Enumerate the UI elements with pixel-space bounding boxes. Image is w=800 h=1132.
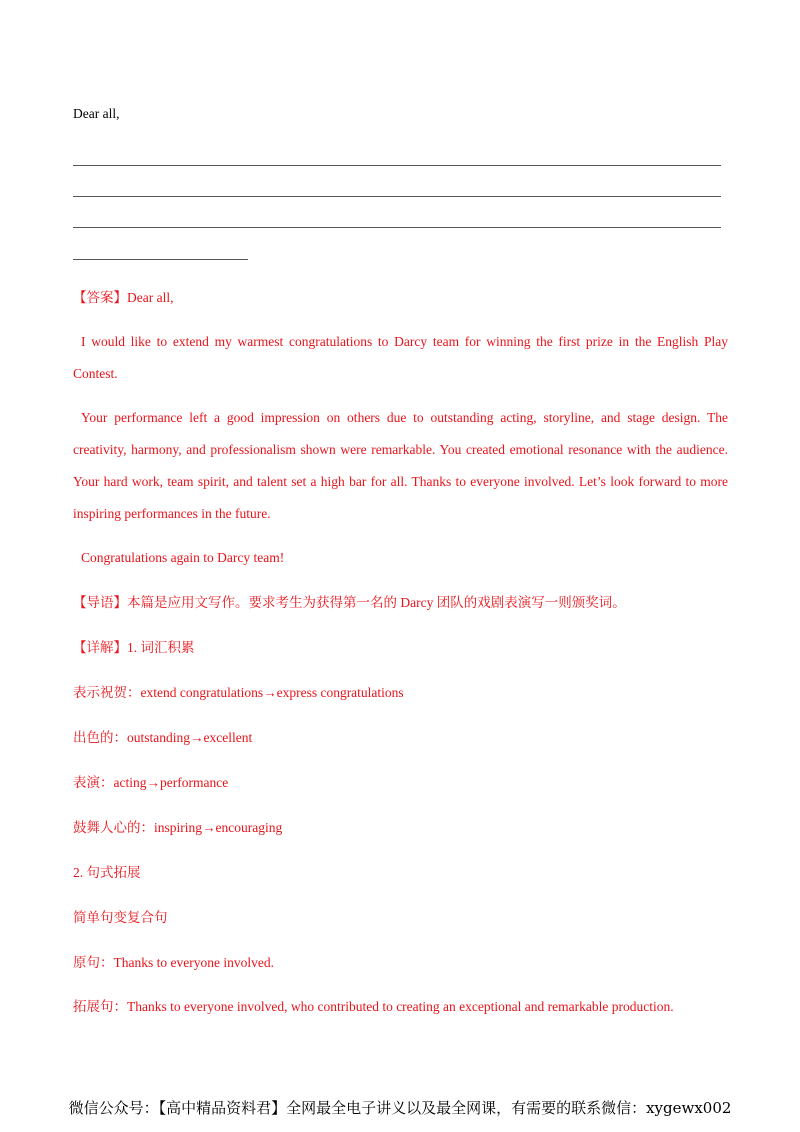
vocab-text: acting→performance bbox=[113, 775, 229, 790]
vocab-label: 表演： bbox=[73, 775, 114, 790]
detail-tag: 【详解】 bbox=[73, 640, 127, 655]
vocab-text: outstanding→excellent bbox=[127, 730, 253, 745]
vocab-label: 表示祝贺： bbox=[73, 685, 141, 700]
answer-paragraph-2-text: Your performance left a good impression on others due to outstanding acting, storyline, and stage design. The creativity, harmony, and professionalism shown were remarkable. You created emotional resonance with the audience. Your hard work, team spirit, and talent set a high bar for all. Thanks to everyone involved. Let’s look forward to more inspiring performances in the future. bbox=[73, 410, 728, 521]
vocab-item bbox=[73, 686, 404, 700]
answer-paragraph-3-text: Congratulations again to Darcy team! bbox=[81, 550, 285, 565]
detail-heading bbox=[73, 641, 195, 655]
expanded-sentence bbox=[73, 1000, 674, 1014]
guide-line bbox=[73, 596, 626, 610]
original-sentence bbox=[73, 956, 274, 970]
answer-heading bbox=[73, 291, 173, 305]
writing-line-3 bbox=[73, 227, 721, 228]
vocab-item bbox=[73, 731, 252, 745]
letter-salutation: Dear all, bbox=[73, 106, 120, 121]
writing-line-2 bbox=[73, 196, 721, 197]
detail-section1-title: 1. 词汇积累 bbox=[127, 640, 195, 655]
vocab-label: 出色的： bbox=[73, 730, 127, 745]
answer-tag: 【答案】 bbox=[73, 290, 127, 305]
answer-paragraph-1 bbox=[73, 326, 728, 390]
answer-paragraph-1-text: I would like to extend my warmest congratulations to Darcy team for winning the first prize in the English Play Contest. bbox=[73, 334, 728, 381]
writing-line-4 bbox=[73, 259, 248, 260]
vocab-item bbox=[73, 776, 228, 790]
answer-salutation: Dear all, bbox=[127, 290, 174, 305]
answer-paragraph-3 bbox=[73, 551, 284, 565]
guide-tag: 【导语】 bbox=[73, 595, 127, 610]
writing-line-1 bbox=[73, 165, 721, 166]
footer-notice: 微信公众号：【高中精品资料君】全网最全电子讲义以及最全网课，有需要的联系微信：xygewx002 bbox=[68, 1099, 732, 1117]
expanded-text: Thanks to everyone involved, who contributed to creating an exceptional and remarkable production. bbox=[127, 999, 674, 1014]
answer-paragraph-2 bbox=[73, 402, 728, 530]
guide-text: 本篇是应用文写作。要求考生为获得第一名的 Darcy 团队的戏剧表演写一则颁奖词。 bbox=[127, 595, 626, 610]
vocab-text: inspiring→encouraging bbox=[154, 820, 283, 835]
detail-subtitle: 简单句变复合句 bbox=[73, 910, 168, 925]
expanded-label: 拓展句： bbox=[73, 999, 127, 1014]
vocab-label: 鼓舞人心的： bbox=[73, 820, 154, 835]
original-label: 原句： bbox=[73, 955, 114, 970]
vocab-text: extend congratulations→express congratulations bbox=[140, 685, 404, 700]
original-text: Thanks to everyone involved. bbox=[113, 955, 274, 970]
vocab-item bbox=[73, 821, 282, 835]
detail-section2-title: 2. 句式拓展 bbox=[73, 865, 141, 880]
